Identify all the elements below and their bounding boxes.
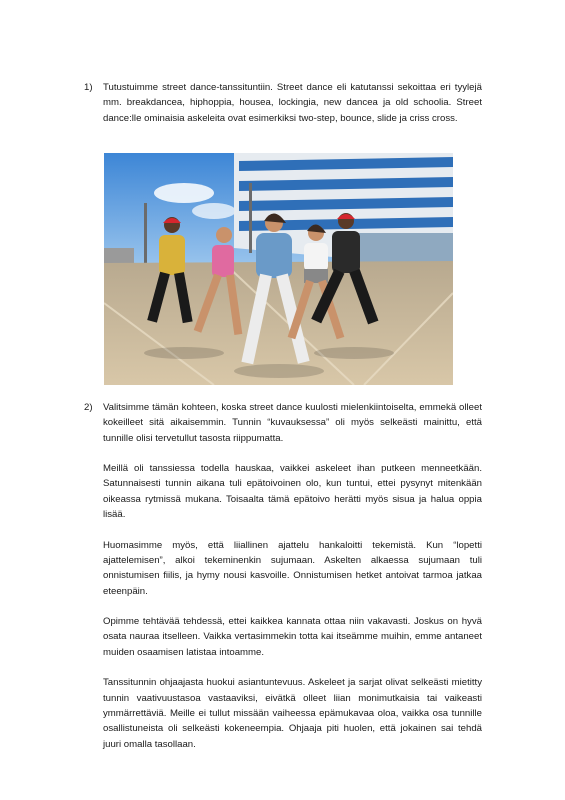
paragraph: Huomasimme myös, että liiallinen ajattelu hankaloitti tekemistä. Kun “lopetti ajattelemisen”, alkoi tekeminenkin sujumaan. Askelten alkaessa sujumaan tuli onnistumisen fiilis, ja hymy nousi kasvoille. Onnistumisen hetket antoivat tarmoa jatkaa eteenpäin. — [103, 539, 482, 597]
paragraph: Opimme tehtävää tehdessä, ettei kaikkea kannata ottaa niin vakavasti. Joskus on hyvä osata nauraa itselleen. Vaikka vertasimmekin totta kai itseämme muihin, emme antaneet muiden osaamisen latistaa intoamme. — [103, 616, 482, 658]
paragraph: Meillä oli tanssiessa todella hauskaa, vaikkei askeleet ihan putkeen menneetkään. Satunnaisesti tunnin aikana tuli epätoivoinen olo, kun tuntui, ettei pysynyt mitenkään oikeassa rytmissä mukana. Toisaalta tämä epätoivo herätti myös sisua ja halua oppia lisää. — [103, 463, 482, 521]
paragraph: Tanssitunnin ohjaajasta huokui asiantuntevuus. Askeleet ja sarjat olivat selkeästi mietitty tunnin vaativuustasoa vastaaviksi, eivätkä olleet liian monimutkaisia tai vaikeasti ymmärrettäviä. Meille ei tullut missään vaiheessa epämukavaa oloa, vaikka osa tunnille osallistuneista oli selkeästi kokeneempia. Ohjaaja piti huolen, että jokainen sai tehdä juuri omalla tasollaan. — [103, 677, 482, 750]
list-item-1 — [84, 80, 482, 126]
street-dance-photo — [104, 153, 453, 385]
list-item-2 — [84, 400, 482, 752]
paragraph: Valitsimme tämän kohteen, koska street dance kuulosti mielenkiintoiselta, emmekä olleet kokeilleet sitä aikaisemmin. Tunnin “kuvauksessa” oli myös selkeästi mainittu, että tunnille olisi tervetullut tasosta riippumatta. — [103, 402, 482, 444]
list-number: 1) — [84, 82, 93, 93]
paragraph: Tutustuimme street dance-tanssituntiin. Street dance eli katutanssi sekoittaa eri tyylejä mm. breakdancea, hiphoppia, housea, lockingia, new dancea ja old schoolia. Street dance:lle ominaisia askeleita ovat esimerkiksi two-step, bounce, slide ja criss cross. — [103, 82, 482, 124]
list-number: 2) — [84, 402, 93, 413]
list-item-body — [103, 400, 482, 752]
list-item-body — [103, 80, 482, 126]
